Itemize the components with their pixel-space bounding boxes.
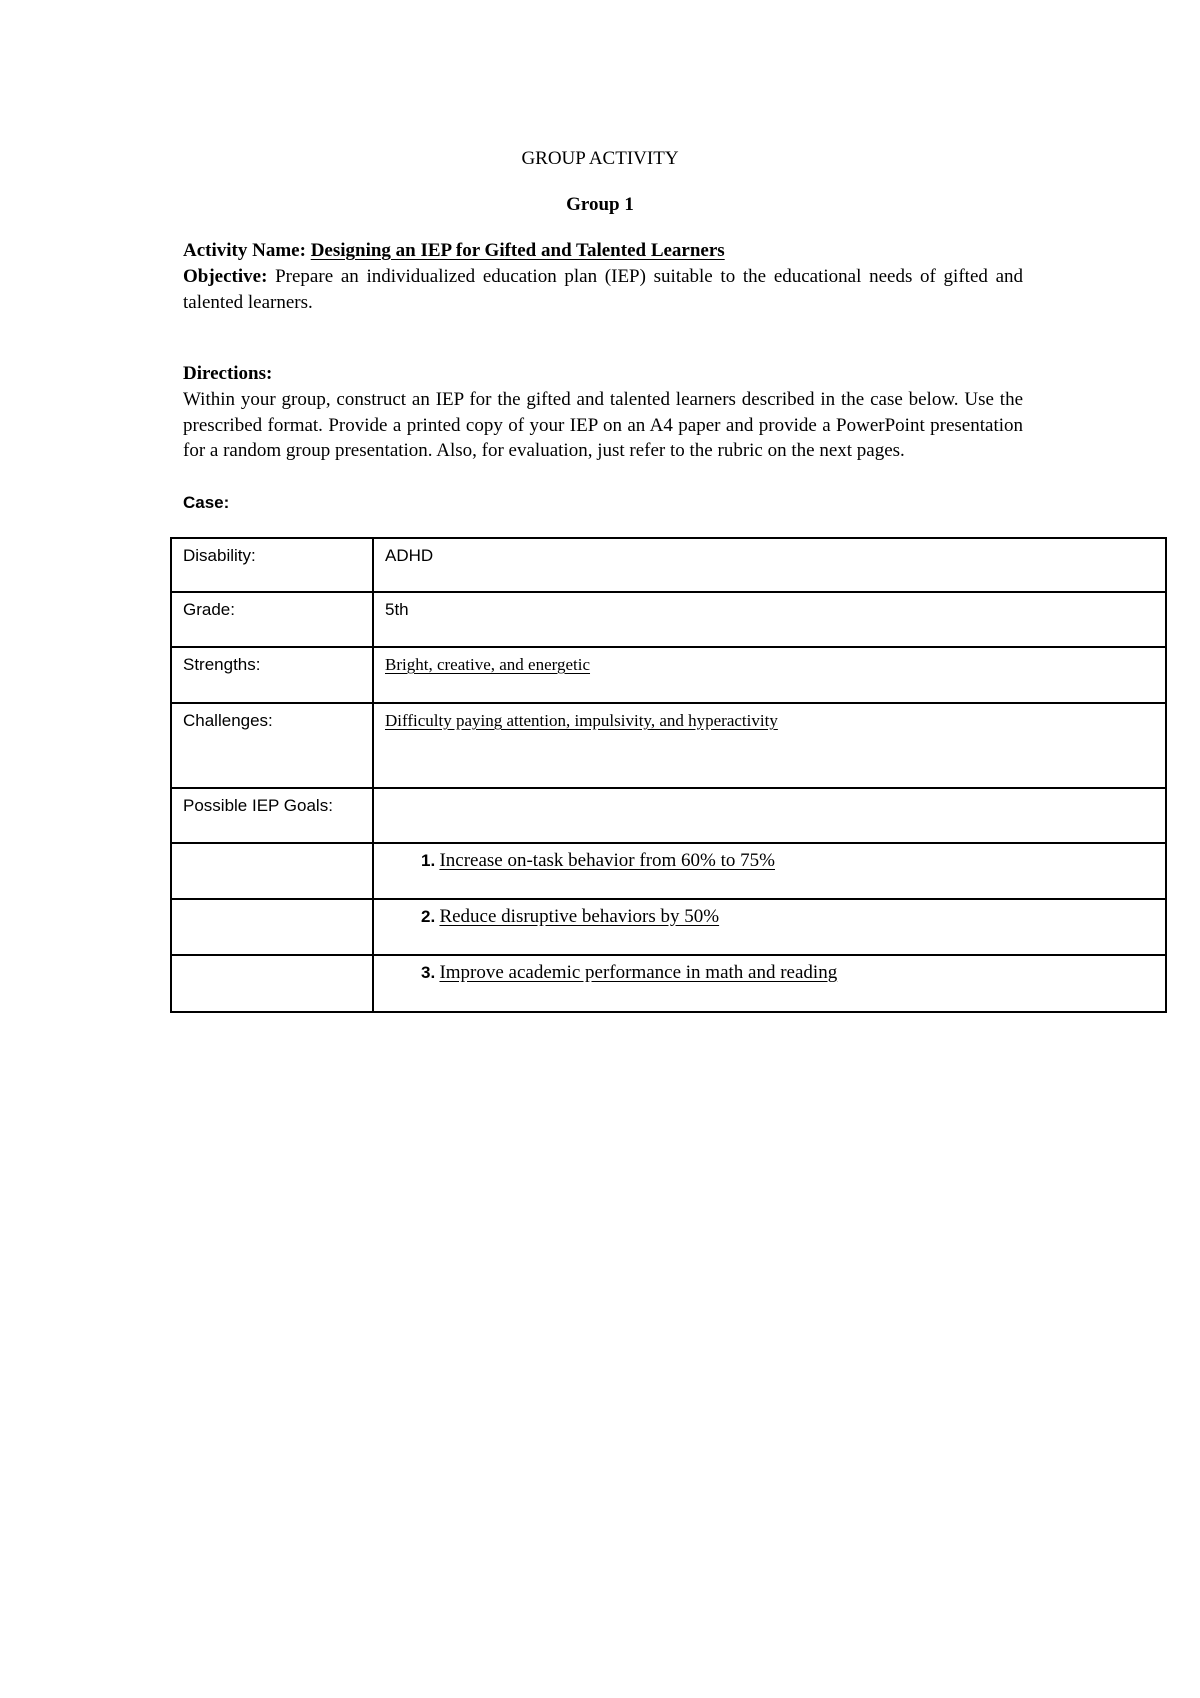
goal-item-2 <box>373 899 1166 955</box>
goal-row-blank-label <box>171 899 373 955</box>
table-row <box>171 703 1166 788</box>
row-label-strengths: Strengths: <box>171 647 373 703</box>
goal-number: 1. <box>421 851 436 870</box>
goal-item-1 <box>373 843 1166 899</box>
group-heading: Group 1 <box>566 194 634 215</box>
strengths-text: Bright, creative, and energetic <box>385 655 591 674</box>
activity-label: Activity Name: <box>183 240 306 261</box>
row-label-disability: Disability: <box>171 538 373 592</box>
directions-label: Directions: <box>183 363 273 384</box>
activity-line <box>183 238 1023 264</box>
page-title: GROUP ACTIVITY <box>521 148 679 169</box>
goal-row-blank-label <box>171 955 373 1012</box>
goal-item-3 <box>373 955 1166 1012</box>
goal-text: Improve academic performance in math and reading <box>439 962 838 983</box>
objective-paragraph <box>183 264 1023 315</box>
goal-line <box>385 850 1154 872</box>
objective-label: Objective: <box>183 266 268 287</box>
table-row <box>171 647 1166 703</box>
row-value-grade: 5th <box>373 592 1166 647</box>
goal-text: Reduce disruptive behaviors by 50% <box>439 906 720 927</box>
row-label-grade: Grade: <box>171 592 373 647</box>
table-row <box>171 538 1166 592</box>
table-row <box>171 843 1166 899</box>
objective-text: Prepare an individualized education plan (IEP) suitable to the educational needs of gifted and talented learners. <box>183 266 1023 313</box>
goal-line <box>385 906 1154 928</box>
row-value-challenges <box>373 703 1166 788</box>
challenges-text: Difficulty paying attention, impulsivity, and hyperactivity <box>385 711 778 730</box>
table-row <box>171 955 1166 1012</box>
goal-row-blank-label <box>171 843 373 899</box>
row-label-challenges: Challenges: <box>171 703 373 788</box>
goal-number: 2. <box>421 907 436 926</box>
row-label-goals: Possible IEP Goals: <box>171 788 373 843</box>
directions-text: Within your group, construct an IEP for the gifted and talented learners described in the case below. Use the prescribed format. Provide a printed copy of your IEP on an A4 paper and provide a PowerPoint presentation for a random group presentation. Also, for evaluation, just refer to the rubric on the next pages. <box>183 389 1023 461</box>
goal-line <box>385 962 1154 984</box>
table-row <box>171 788 1166 843</box>
row-value-disability: ADHD <box>373 538 1166 592</box>
case-label: Case: <box>183 493 230 512</box>
case-table <box>170 537 1167 1013</box>
row-value-goals <box>373 788 1166 843</box>
activity-name: Designing an IEP for Gifted and Talented Learners <box>310 240 725 261</box>
table-row <box>171 899 1166 955</box>
goal-number: 3. <box>421 963 436 982</box>
goal-text: Increase on-task behavior from 60% to 75% <box>439 850 775 871</box>
row-value-strengths <box>373 647 1166 703</box>
table-row <box>171 592 1166 647</box>
